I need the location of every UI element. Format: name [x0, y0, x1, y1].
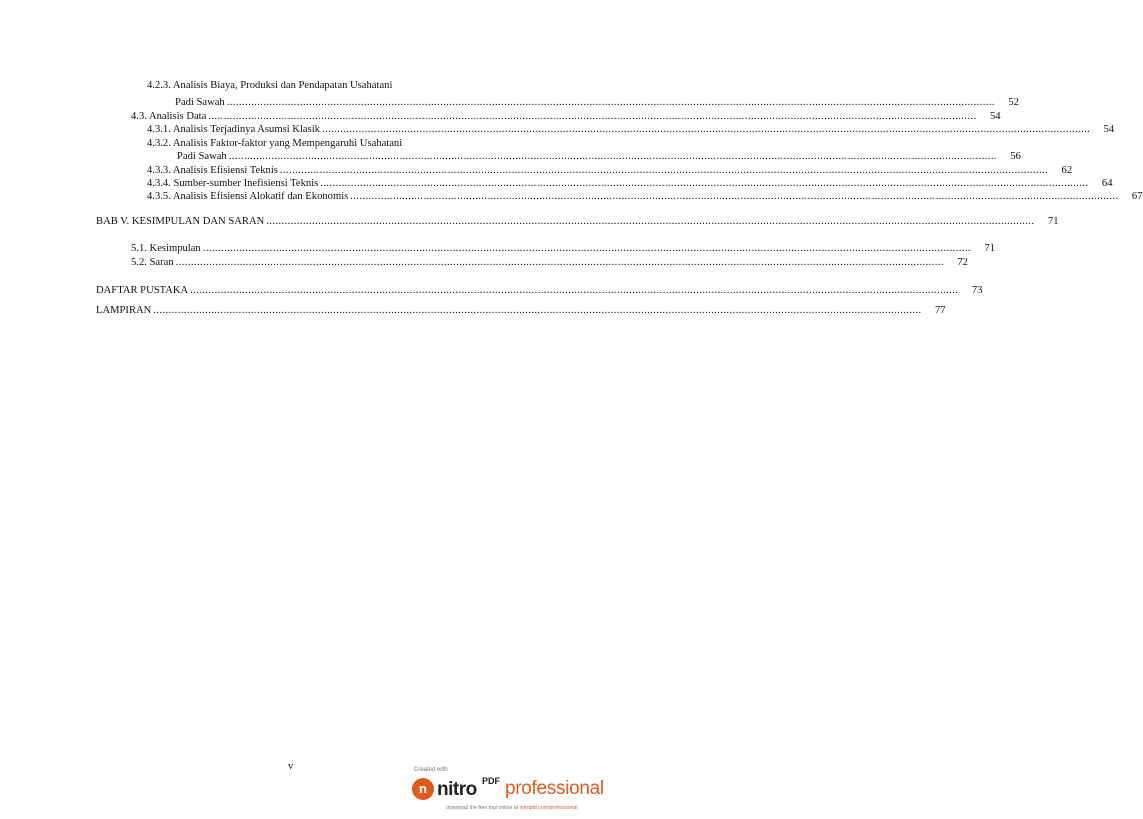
toc-page-number: 56: [1010, 151, 1021, 162]
leader-dots: [190, 285, 958, 297]
toc-label: Padi Sawah: [177, 151, 227, 162]
toc-page-number: 72: [957, 257, 968, 268]
toc-page-number: 64: [1101, 178, 1113, 189]
toc-label: BAB V. KESIMPULAN DAN SARAN: [96, 216, 265, 227]
leader-dots: [229, 151, 997, 163]
toc-entry-4-2-3-line1: 4.2.3. Analisis Biaya, Produksi dan Pendapatan Usahatani: [147, 80, 393, 91]
toc-page-number: 77: [934, 305, 946, 316]
leader-dots: [208, 111, 976, 123]
toc-entry-4-2-3[interactable]: [175, 97, 1019, 109]
toc-entry-4-3[interactable]: [131, 111, 1001, 123]
leader-dots: [203, 243, 971, 255]
toc-label: 4.3.5. Analisis Efisiensi Alokatif dan Ekonomis: [147, 191, 349, 202]
toc-entry-4-3-3[interactable]: [147, 165, 1073, 177]
leader-dots: [266, 216, 1034, 228]
toc-label: LAMPIRAN: [96, 305, 152, 316]
toc-page-number: 67: [1131, 191, 1143, 202]
toc-entry-lampiran[interactable]: [96, 305, 946, 317]
nitro-logo-icon: [412, 778, 434, 800]
leader-dots: [350, 191, 1118, 203]
leader-dots: [320, 178, 1088, 190]
watermark-download-text: [446, 805, 578, 811]
leader-dots: [153, 305, 921, 317]
logo-letter: n: [419, 781, 427, 796]
toc-label: 5.2. Saran: [131, 257, 174, 268]
toc-label: 4.3. Analisis Data: [131, 111, 207, 122]
watermark-brand: nitro: [437, 779, 477, 800]
watermark-pdf-mark: PDF: [482, 776, 500, 786]
toc-label: 4.3.1. Analisis Terjadinya Asumsi Klasik: [147, 124, 320, 135]
toc-label: Padi Sawah: [175, 97, 225, 108]
download-text: download the free trial online at: [446, 805, 520, 811]
download-link[interactable]: nitropdf.com/professional: [519, 805, 578, 811]
toc-entry-5-2[interactable]: [131, 257, 968, 269]
toc-page-number: 73: [971, 285, 983, 296]
toc-page-number: 54: [989, 111, 1001, 122]
leader-dots: [176, 257, 944, 269]
toc-entry-bab-5[interactable]: [96, 216, 1059, 228]
watermark-edition: professional: [505, 778, 604, 799]
toc-entry-daftar-pustaka[interactable]: [96, 285, 983, 297]
nitro-watermark: [410, 767, 604, 819]
toc-entry-4-3-5[interactable]: [147, 191, 1143, 203]
watermark-created-with: Created with: [414, 767, 448, 773]
toc-label: 4.3.3. Analisis Efisiensi Teknis: [147, 165, 278, 176]
toc-page-number: 62: [1061, 165, 1073, 176]
toc-entry-4-3-2-line1: 4.3.2. Analisis Faktor-faktor yang Mempengaruhi Usahatani: [147, 138, 403, 149]
toc-page-number: 52: [1008, 97, 1019, 108]
toc-page-number: 54: [1103, 124, 1115, 135]
toc-label: 5.1. Kesimpulan: [131, 243, 201, 254]
toc-page-number: 71: [984, 243, 995, 254]
toc-label: 4.3.4. Sumber-sumber Inefisiensi Teknis: [147, 178, 319, 189]
toc-entry-4-3-1[interactable]: [147, 124, 1115, 136]
toc-page-number: 71: [1047, 216, 1059, 227]
toc-entry-4-3-2[interactable]: [177, 151, 1021, 163]
toc-label: DAFTAR PUSTAKA: [96, 285, 189, 296]
page-number: v: [287, 761, 294, 772]
leader-dots: [322, 124, 1090, 136]
toc-entry-5-1[interactable]: [131, 243, 995, 255]
leader-dots: [227, 97, 995, 109]
toc-entry-4-3-4[interactable]: [147, 178, 1113, 190]
leader-dots: [280, 165, 1048, 177]
